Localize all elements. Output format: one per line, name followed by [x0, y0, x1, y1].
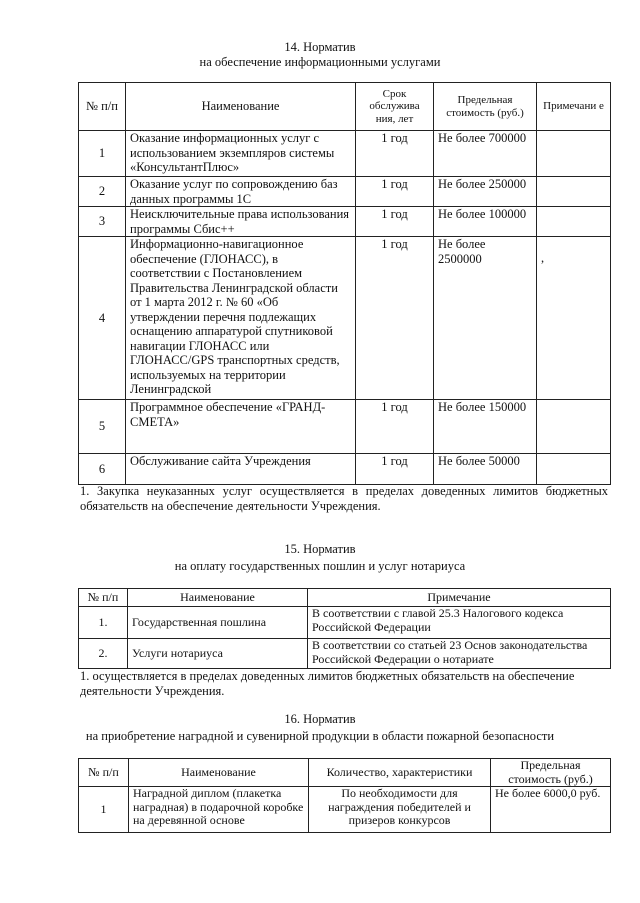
row-cost: Не более 2500000 — [434, 237, 537, 400]
section-14-subtitle: на обеспечение информационными услугами — [199, 55, 441, 69]
row-term: 1 год — [356, 177, 434, 207]
row-cost: Не более 6000,0 руб. — [491, 787, 611, 833]
row-name: Неисключительные права использования программы Сбис++ — [126, 207, 356, 237]
row-name: Информационно-навигационное обеспечение (ГЛОНАСС), в соответствии с Постановлением Правительства Ленинградской области от 1 марта 2012 г. № 60 «Об утверждении перечня подлежащих оснащению аппаратурой спутниковой навигации ГЛОНАСС или ГЛОНАСС/GPS транспортных средств, используемых на территории Ленинградской — [126, 237, 356, 400]
row-note: В соответствии со статьей 23 Основ законодательства Российской Федерации о нотариате — [308, 639, 611, 669]
table-row — [79, 787, 611, 833]
row-cost: Не более 150000 — [434, 400, 537, 454]
table-row — [79, 237, 611, 400]
row-cost: Не более 250000 — [434, 177, 537, 207]
table-15-header-row — [79, 589, 611, 607]
row-number: 1. — [79, 607, 128, 639]
table-row — [79, 454, 611, 485]
row-number: 1 — [79, 131, 126, 177]
section-15-subtitle: на оплату государственных пошлин и услуг нотариуса — [174, 559, 466, 573]
col-header-note: Примечание — [308, 589, 611, 607]
table-14-header-row — [79, 83, 611, 131]
section-16-title: 16. Норматив — [284, 712, 356, 726]
table-16 — [78, 758, 611, 833]
col-header-number: № п/п — [79, 83, 126, 131]
row-name: Обслуживание сайта Учреждения — [126, 454, 356, 485]
row-cost: Не более 100000 — [434, 207, 537, 237]
table-16-header-row — [79, 759, 611, 787]
section-14-footnote: 1. Закупка неуказанных услуг осуществляется в пределах доведенных лимитов бюджетных обязательств на обеспечение деятельности Учреждения. — [80, 484, 608, 513]
row-number: 5 — [79, 400, 126, 454]
row-name: Наградной диплом (плакетка наградная) в подарочной коробке на деревянной основе — [129, 787, 309, 833]
row-term: 1 год — [356, 400, 434, 454]
col-header-number: № п/п — [79, 589, 128, 607]
table-row — [79, 131, 611, 177]
row-note — [537, 454, 611, 485]
col-header-name: Наименование — [126, 83, 356, 131]
col-header-qty: Количество, характеристики — [309, 759, 491, 787]
section-15-footnote: 1. осуществляется в пределах доведенных лимитов бюджетных обязательств на обеспечение деятельности Учреждения. — [80, 669, 575, 698]
col-header-name: Наименование — [128, 589, 308, 607]
row-name: Оказание услуг по сопровождению баз данных программы 1С — [126, 177, 356, 207]
row-note: В соответствии с главой 25.3 Налогового кодекса Российской Федерации — [308, 607, 611, 639]
row-cost: Не более 50000 — [434, 454, 537, 485]
col-header-cost: Предельная стоимость (руб.) — [491, 759, 611, 787]
row-term: 1 год — [356, 131, 434, 177]
table-row — [79, 607, 611, 639]
row-number: 2. — [79, 639, 128, 669]
row-name: Услуги нотариуса — [128, 639, 308, 669]
table-row — [79, 639, 611, 669]
row-note — [537, 177, 611, 207]
col-header-number: № п/п — [79, 759, 129, 787]
col-header-note: Примечани е — [537, 83, 611, 131]
row-number: 3 — [79, 207, 126, 237]
row-cost: Не более 700000 — [434, 131, 537, 177]
table-row — [79, 400, 611, 454]
row-number: 4 — [79, 237, 126, 400]
section-15-title: 15. Норматив — [284, 542, 356, 556]
row-name: Государственная пошлина — [128, 607, 308, 639]
row-note: , — [537, 237, 611, 400]
table-15 — [78, 588, 611, 669]
row-note — [537, 400, 611, 454]
row-number: 1 — [79, 787, 129, 833]
section-14-title: 14. Норматив — [284, 40, 356, 54]
row-name: Программное обеспечение «ГРАНД-СМЕТА» — [126, 400, 356, 454]
col-header-term: Срок обслужива ния, лет — [356, 83, 434, 131]
row-number: 2 — [79, 177, 126, 207]
col-header-cost: Предельная стоимость (руб.) — [434, 83, 537, 131]
row-term: 1 год — [356, 207, 434, 237]
row-number: 6 — [79, 454, 126, 485]
table-14 — [78, 82, 611, 485]
row-qty: По необходимости для награждения победителей и призеров конкурсов — [309, 787, 491, 833]
row-note — [537, 131, 611, 177]
section-16-subtitle: на приобретение наградной и сувенирной продукции в области пожарной безопасности — [85, 729, 555, 743]
row-term: 1 год — [356, 237, 434, 400]
row-note — [537, 207, 611, 237]
table-row — [79, 177, 611, 207]
col-header-name: Наименование — [129, 759, 309, 787]
row-term: 1 год — [356, 454, 434, 485]
table-row — [79, 207, 611, 237]
row-name: Оказание информационных услуг с использованием экземпляров системы «КонсультантПлюс» — [126, 131, 356, 177]
